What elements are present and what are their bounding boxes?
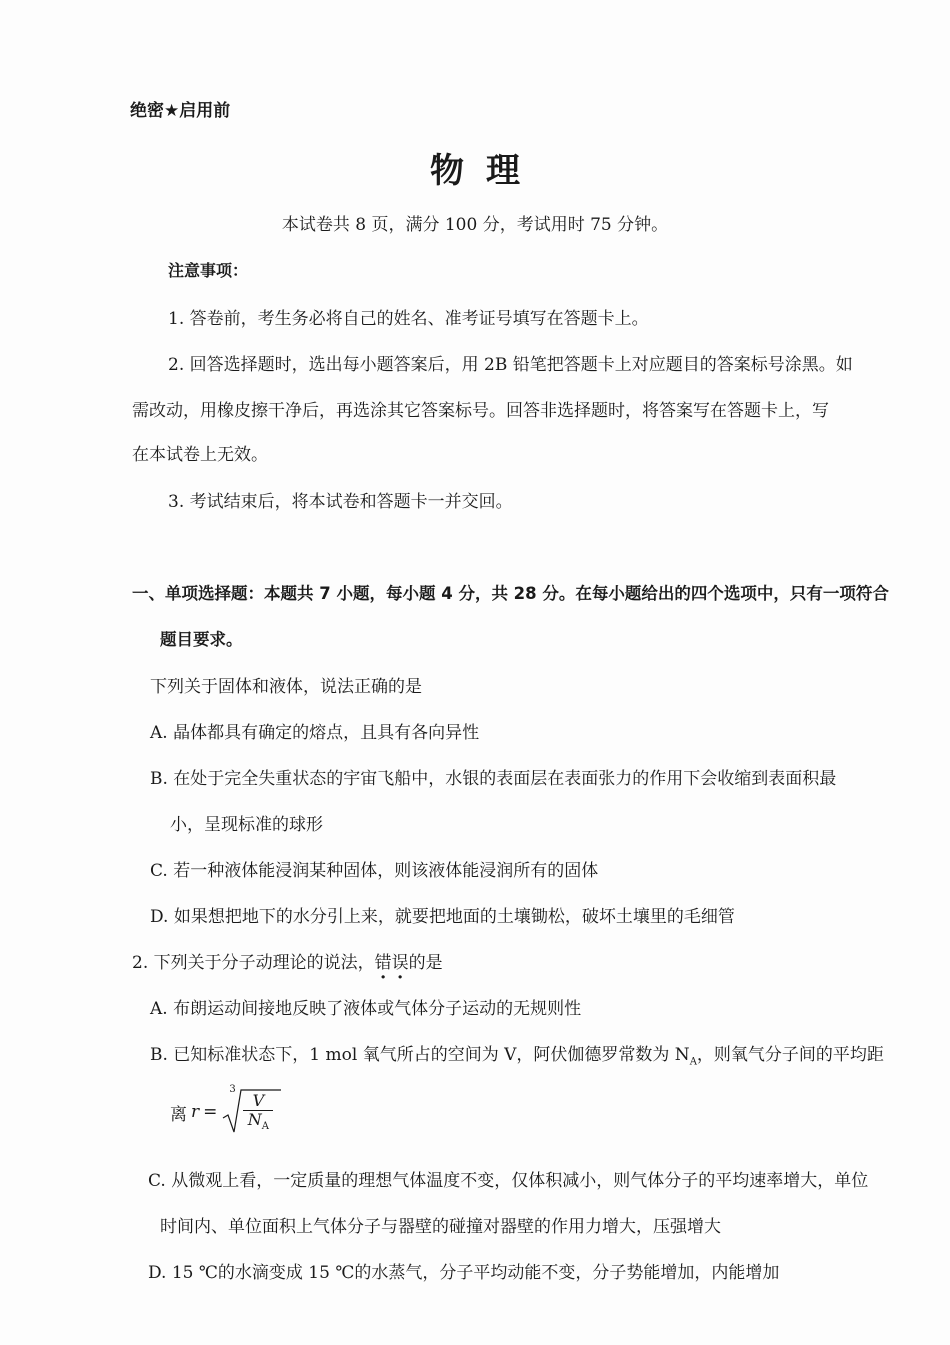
exam-title: 物理 [430, 151, 542, 191]
notice-item-2-line-2: 需改动，用橡皮擦干净后，再选涂其它答案标号。回答非选择题时，将答案写在答题卡上，写 [132, 401, 829, 421]
formula-variable: r [191, 1102, 200, 1122]
question-2-option-c-line-2: 时间内、单位面积上气体分子与器壁的碰撞对器壁的作用力增大，压强增大 [160, 1217, 721, 1237]
exam-subtitle: 本试卷共 8 页，满分 100 分，考试用时 75 分钟。 [281, 215, 669, 235]
question-2-option-b-line-1 [150, 1040, 884, 1067]
fraction-denominator [248, 1111, 269, 1136]
question-1-option-d: D. 如果想把地下的水分引上来，就要把地面的土壤锄松，破坏土壤里的毛细管 [150, 907, 735, 927]
question-1-option-a: A. 晶体都具有确定的熔点，且具有各向异性 [150, 723, 480, 743]
question-1-option-b-line-2: 小，呈现标准的球形 [170, 815, 323, 835]
fraction-numerator: V [252, 1091, 265, 1110]
option-b-text: B. 已知标准状态下，1 mol 氧气所占的空间为 V，阿伏伽德罗常数为 N [150, 1045, 690, 1065]
formula-prefix: 离 [170, 1104, 187, 1125]
question-2-option-a: A. 布朗运动间接地反映了液体或气体分子运动的无规则性 [150, 999, 582, 1019]
question-2-option-d: D. 15 ℃的水滴变成 15 ℃的水蒸气，分子平均动能不变，分子势能增加，内能增加 [148, 1263, 780, 1283]
question-2-emphasis-2: 误 [391, 953, 409, 973]
question-2-emphasis-1: 错 [374, 953, 392, 973]
section-1-heading-line-2: 题目要求。 [160, 630, 243, 649]
formula-equals: = [203, 1102, 218, 1122]
notice-item-2-line-1: 2. 回答选择题时，选出每小题答案后，用 2B 铅笔把答题卡上对应题目的答案标号涂黑。如 [168, 355, 853, 375]
question-1-option-c: C. 若一种液体能浸润某种固体，则该液体能浸润所有的固体 [150, 861, 599, 881]
question-2-option-c-line-1: C. 从微观上看，一定质量的理想气体温度不变，仅体积减小，则气体分子的平均速率增大，单位 [148, 1171, 869, 1191]
denominator-symbol: N [247, 1110, 262, 1129]
option-b-text-end: ，则氧气分子间的平均距 [696, 1045, 884, 1065]
question-2-stem-suffix: 的是 [408, 953, 443, 973]
notice-item-2-line-3: 在本试卷上无效。 [132, 445, 268, 465]
question-1-stem: 下列关于固体和液体，说法正确的是 [150, 677, 422, 697]
question-2-stem [132, 948, 443, 973]
fraction [243, 1092, 273, 1136]
question-1-option-b-line-1: B. 在处于完全失重状态的宇宙飞船中，水银的表面层在表面张力的作用下会收缩到表面积最 [150, 769, 837, 789]
option-b-subscript: A [689, 1056, 697, 1068]
root-index: 3 [229, 1084, 236, 1095]
denominator-subscript: A [261, 1121, 269, 1133]
notice-item-1: 1. 答卷前，考生务必将自己的姓名、准考证号填写在答题卡上。 [168, 309, 649, 329]
question-2-stem-prefix: 2. 下列关于分子动理论的说法， [132, 953, 375, 973]
distance-formula [170, 1084, 283, 1136]
confidential-label: 绝密★启用前 [130, 101, 231, 121]
notice-item-3: 3. 考试结束后，将本试卷和答题卡一并交回。 [168, 492, 513, 512]
cube-root [221, 1084, 283, 1136]
notice-heading: 注意事项： [168, 261, 249, 280]
section-1-heading-line-1: 一、单项选择题：本题共 7 小题，每小题 4 分，共 28 分。在每小题给出的四个选项中，只有一项符合 [132, 584, 889, 603]
